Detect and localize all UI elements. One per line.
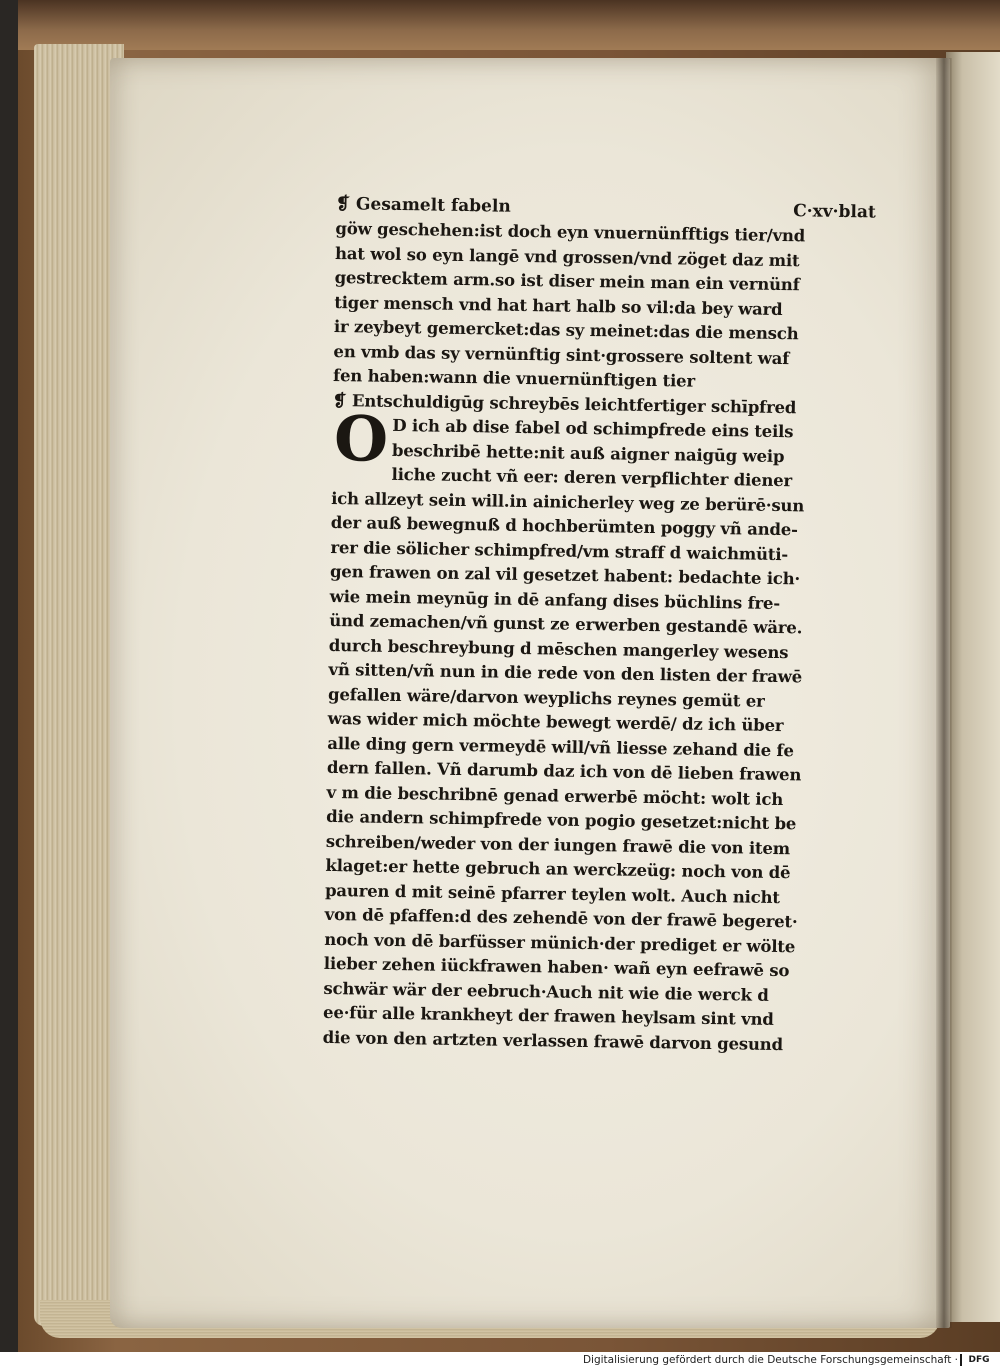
text-line: en vmb das sy vernünftig sint·grossere soltent waf bbox=[333, 341, 790, 368]
text-lines bbox=[323, 217, 876, 1058]
text-line: gen frawen on zal vil gesetzet habent: bedachte ich· bbox=[329, 561, 801, 589]
text-line: vñ sitten/vñ nun in die rede von den listen der frawē bbox=[328, 659, 803, 687]
book-binding-top bbox=[18, 0, 1000, 50]
text-line: ee·für alle krankheyt der frawen heylsam sint vnd bbox=[322, 1002, 774, 1029]
page-gutter bbox=[936, 58, 952, 1328]
text-line: rer die sölicher schimpfred/vm straff d waichmüti- bbox=[330, 537, 789, 564]
text-line: die von den artzten verlassen frawē darvon gesund bbox=[322, 1027, 784, 1054]
decorated-initial: O bbox=[333, 402, 389, 476]
text-line: hat wol so eyn langē vnd grossen/vnd zöget daz mit bbox=[334, 243, 800, 270]
text-line: was wider mich möchte bewegt werdē/ dz ich über bbox=[327, 708, 784, 736]
text-line: dern fallen. Vñ darumb daz ich von dē lieben frawen bbox=[326, 757, 802, 785]
text-block bbox=[323, 193, 876, 1058]
text-line: ich allzeyt sein will.in ainicherley weg ze berürē·sun bbox=[331, 488, 805, 515]
text-line: D ich ab dise fabel od schimpfrede eins teils bbox=[392, 415, 794, 442]
text-line: liche zucht vñ eer: deren verpflichter diener bbox=[391, 464, 793, 491]
footer-bar bbox=[0, 1352, 1000, 1368]
text-line: wie mein meynūg in dē anfang dises büchlins fre- bbox=[329, 586, 781, 613]
text-line: gestrecktem arm.so ist diser mein man ein vernünf bbox=[334, 267, 800, 295]
text-line: gefallen wäre/darvon weyplichs reynes gemüt er bbox=[327, 684, 765, 711]
text-line: noch von dē barfüsser münich·der prediget er wölte bbox=[324, 929, 796, 956]
text-line: durch beschreybung d mēschen mangerley wesens bbox=[328, 635, 789, 662]
text-line: fen haben:wann die vnuernünftigen tier bbox=[332, 365, 696, 391]
folio-number: C·xv·blat bbox=[793, 201, 876, 223]
text-line: ❡ Entschuldigūg schreybēs leichtfertiger schīpfred bbox=[332, 390, 797, 417]
text-line: v m die beschribnē genad erwerbē möcht: wolt ich bbox=[326, 782, 784, 809]
text-line: schwär wär der eebruch·Auch nit wie die werck d bbox=[323, 978, 769, 1005]
text-line: beschribē hette:nit auß aigner naigūg weip bbox=[391, 440, 785, 466]
text-line: die andern schimpfrede von pogio gesetzet:nicht be bbox=[326, 806, 797, 834]
funding-credit: Digitalisierung gefördert durch die Deutsche Forschungsgemeinschaft · bbox=[582, 1354, 958, 1366]
text-line: von dē pfaffen:d des zehendē von der frawē begeret· bbox=[324, 904, 798, 932]
running-title: ❡ Gesamelt fabeln bbox=[335, 193, 511, 217]
facing-page bbox=[946, 52, 1000, 1322]
text-line: pauren d mit seinē pfarrer teylen wolt. Auch nicht bbox=[324, 880, 780, 907]
text-line: ünd zemachen/vñ gunst ze erwerben gestandē wäre. bbox=[329, 610, 803, 638]
text-line: alle ding gern vermeydē will/vñ liesse zehand die fe bbox=[327, 733, 794, 760]
text-line: göw geschehen:ist doch eyn vnuernünfftigs tier/vnd bbox=[335, 218, 806, 246]
text-line: der auß bewegnuß d hochberümten poggy vñ ande- bbox=[330, 512, 798, 540]
text-line: ir zeybeyt gemercket:das sy meinet:das die mensch bbox=[333, 316, 799, 344]
text-line: lieber zehen iückfrawen haben· wañ eyn eefrawē so bbox=[323, 953, 790, 981]
text-line: tiger mensch vnd hat hart halb so vil:da bey ward bbox=[334, 292, 783, 319]
text-line: schreiben/weder von der iungen frawē die von item bbox=[325, 831, 791, 858]
text-line: klaget:er hette gebruch an werckzeüg: noch von dē bbox=[325, 855, 791, 883]
dfg-logo: DFG bbox=[960, 1354, 996, 1366]
